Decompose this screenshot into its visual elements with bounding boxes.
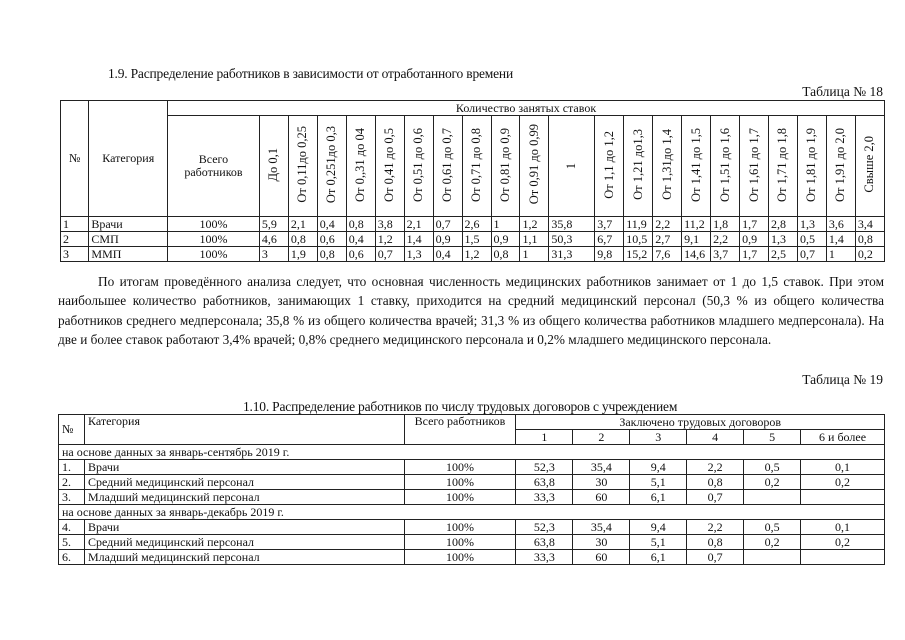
table-18-range-header xyxy=(711,116,740,217)
row-num: 4. xyxy=(59,520,85,535)
row-value: 52,3 xyxy=(516,520,573,535)
row-value: 0,7 xyxy=(797,247,826,262)
row-value: 63,8 xyxy=(516,535,573,550)
row-value: 1,2 xyxy=(375,232,404,247)
row-value: 3,4 xyxy=(855,217,884,232)
row-value: 0,5 xyxy=(797,232,826,247)
table-18-range-header xyxy=(491,116,520,217)
row-value: 0,4 xyxy=(433,247,462,262)
row-value: 10,5 xyxy=(624,232,653,247)
table-18-range-header xyxy=(520,116,549,217)
row-value: 3 xyxy=(259,247,288,262)
table-18-range-label: От 0,251до 0,3 xyxy=(324,125,339,204)
row-value: 2,2 xyxy=(653,217,682,232)
row-value: 0,8 xyxy=(687,475,744,490)
row-value: 2,2 xyxy=(687,460,744,475)
row-num: 2. xyxy=(59,475,85,490)
row-value: 31,3 xyxy=(549,247,595,262)
table-18-range-header xyxy=(288,116,317,217)
analysis-paragraph: По итогам проведённого анализа следует, что основная численность медицинских работников занимает от 1 до 1,5 ставок. При этом наибольшее количество работников, занимающих 1 ставку, приходится на средний медицинский персонал (50,3 % из общего количества работников среднего медперсонала; 35,8 % из общего количества врачей; 31,3 % из общего количества работников младшего медперсонала). На две и более ставок работают 3,4% врачей; 0,8% среднего медицинского персонала и 0,2% младшего медицинского персонала. xyxy=(58,274,884,347)
table-18-range-header xyxy=(797,116,826,217)
row-value: 1,4 xyxy=(826,232,855,247)
table-19-group-header: Заключено трудовых договоров xyxy=(516,415,885,430)
table-group-row xyxy=(59,445,885,460)
row-category: СМП xyxy=(89,232,168,247)
table-18-range-header xyxy=(769,116,798,217)
row-value: 7,6 xyxy=(653,247,682,262)
row-value: 0,7 xyxy=(687,550,744,565)
table-row xyxy=(59,535,885,550)
row-total: 100% xyxy=(404,535,516,550)
row-total: 100% xyxy=(168,247,260,262)
row-value: 50,3 xyxy=(549,232,595,247)
table-18-range-label: От 0,11до 0,25 xyxy=(295,126,310,203)
row-num: 1 xyxy=(61,217,89,232)
row-value: 5,1 xyxy=(630,475,687,490)
table-18-range-label: До 0,1 xyxy=(266,147,281,182)
table-18-range-label: От 1,21 до1,3 xyxy=(630,129,645,200)
table-18-range-header xyxy=(826,116,855,217)
row-value: 0,9 xyxy=(491,232,520,247)
row-value: 0,8 xyxy=(687,535,744,550)
row-category: Врачи xyxy=(89,217,168,232)
table-18-range-label: От 0,41 до 0,5 xyxy=(382,127,397,202)
table-18-range-label: От 0,71 до 0,8 xyxy=(469,127,484,202)
row-value: 3,7 xyxy=(595,217,624,232)
row-value: 0,6 xyxy=(346,247,375,262)
row-value: 33,3 xyxy=(516,490,573,505)
table-row xyxy=(59,520,885,535)
table-18-range-label: Свыше 2,0 xyxy=(862,136,877,193)
row-value: 0,6 xyxy=(317,232,346,247)
table-18-range-label: От 1,91 до 2,0 xyxy=(833,127,848,202)
row-value: 1,2 xyxy=(520,217,549,232)
row-value: 1,2 xyxy=(462,247,491,262)
row-category: Младший медицинский персонал xyxy=(84,550,404,565)
table-18-range-header xyxy=(549,116,595,217)
row-num: 1. xyxy=(59,460,85,475)
row-category: Младший медицинский персонал xyxy=(84,490,404,505)
row-value: 9,4 xyxy=(630,460,687,475)
row-value: 3,6 xyxy=(826,217,855,232)
table-18-range-header xyxy=(404,116,433,217)
row-value: 0,8 xyxy=(346,217,375,232)
row-value: 6,7 xyxy=(595,232,624,247)
row-value: 1,7 xyxy=(740,217,769,232)
row-num: 2 xyxy=(61,232,89,247)
table-19-total-header: Всего работников xyxy=(404,415,516,445)
table-row xyxy=(61,247,885,262)
table-18-range-header xyxy=(740,116,769,217)
table-18-range-label: От 1,1 до 1,2 xyxy=(601,130,616,199)
table-19-col-header: 2 xyxy=(573,430,630,445)
row-value: 2,1 xyxy=(288,217,317,232)
table-18-num-header: № xyxy=(61,101,89,217)
section-title-1-10: 1.10. Распределение работников по числу трудовых договоров с учреждением xyxy=(243,399,678,414)
row-value: 0,7 xyxy=(687,490,744,505)
row-total: 100% xyxy=(404,460,516,475)
row-value: 1,5 xyxy=(462,232,491,247)
row-value: 5,9 xyxy=(259,217,288,232)
row-value: 9,4 xyxy=(630,520,687,535)
row-value: 3,8 xyxy=(375,217,404,232)
table-18-range-label: 1 xyxy=(564,163,579,170)
row-total: 100% xyxy=(404,550,516,565)
table-18-category-header: Категория xyxy=(89,101,168,217)
table-19-col-header: 4 xyxy=(687,430,744,445)
row-value xyxy=(801,490,885,505)
table-18-range-label: От 1,51 до 1,6 xyxy=(717,127,732,202)
table-18-range-header xyxy=(682,116,711,217)
row-total: 100% xyxy=(404,490,516,505)
row-value: 30 xyxy=(573,475,630,490)
row-total: 100% xyxy=(168,217,260,232)
table-18-total-header: Всего работников xyxy=(168,116,260,217)
table-18-range-header xyxy=(346,116,375,217)
table-18-range-label: От 0,91 до 0,99 xyxy=(526,124,541,205)
row-value: 0,2 xyxy=(855,247,884,262)
row-value: 1 xyxy=(826,247,855,262)
row-value: 1,1 xyxy=(520,232,549,247)
table-row xyxy=(59,460,885,475)
row-value: 0,4 xyxy=(317,217,346,232)
table-18-range-label: От 0,,31 до 04 xyxy=(353,127,368,202)
row-category: ММП xyxy=(89,247,168,262)
table-19-col-header: 3 xyxy=(630,430,687,445)
row-value: 1,8 xyxy=(711,217,740,232)
row-value: 9,8 xyxy=(595,247,624,262)
row-value: 2,7 xyxy=(653,232,682,247)
row-num: 3 xyxy=(61,247,89,262)
row-value: 0,2 xyxy=(801,535,885,550)
row-value: 1,9 xyxy=(288,247,317,262)
row-value: 0,8 xyxy=(288,232,317,247)
row-value: 15,2 xyxy=(624,247,653,262)
row-value: 1 xyxy=(520,247,549,262)
row-value: 0,8 xyxy=(491,247,520,262)
table-19-col-header: 1 xyxy=(516,430,573,445)
row-value: 1 xyxy=(491,217,520,232)
row-num: 3. xyxy=(59,490,85,505)
row-value: 0,9 xyxy=(740,232,769,247)
row-value: 1,3 xyxy=(404,247,433,262)
row-value: 63,8 xyxy=(516,475,573,490)
table-18-range-label: От 1,71 до 1,8 xyxy=(775,127,790,202)
row-value: 0,1 xyxy=(801,520,885,535)
row-value: 0,7 xyxy=(375,247,404,262)
table-18-range-label: От 1,81 до 1,9 xyxy=(804,127,819,202)
row-value: 2,6 xyxy=(462,217,491,232)
row-value: 4,6 xyxy=(259,232,288,247)
table-18-range-header xyxy=(433,116,462,217)
table-row xyxy=(59,475,885,490)
row-value: 0,2 xyxy=(801,475,885,490)
row-value: 1,3 xyxy=(769,232,798,247)
row-value: 11,2 xyxy=(682,217,711,232)
row-value: 2,1 xyxy=(404,217,433,232)
row-value: 30 xyxy=(573,535,630,550)
row-value: 0,9 xyxy=(433,232,462,247)
row-value: 0,8 xyxy=(855,232,884,247)
row-num: 6. xyxy=(59,550,85,565)
table-19-num-header: № xyxy=(59,415,85,445)
row-category: Врачи xyxy=(84,520,404,535)
row-value: 0,2 xyxy=(744,535,801,550)
row-value: 1,3 xyxy=(797,217,826,232)
row-value: 60 xyxy=(573,490,630,505)
row-value: 33,3 xyxy=(516,550,573,565)
section-title-1-9: 1.9. Распределение работников в зависимости от отработанного времени xyxy=(108,66,513,81)
row-category: Средний медицинский персонал xyxy=(84,475,404,490)
table-19-col-header: 6 и более xyxy=(801,430,885,445)
row-total: 100% xyxy=(404,475,516,490)
row-value xyxy=(801,550,885,565)
row-total: 100% xyxy=(168,232,260,247)
table-18-range-header xyxy=(595,116,624,217)
table-18-group-header: Количество занятых ставок xyxy=(168,101,885,116)
table-18-range-header xyxy=(375,116,404,217)
row-total: 100% xyxy=(404,520,516,535)
table-18 xyxy=(60,100,885,262)
row-value xyxy=(744,490,801,505)
row-num: 5. xyxy=(59,535,85,550)
row-value: 0,5 xyxy=(744,520,801,535)
row-value: 1,4 xyxy=(404,232,433,247)
row-value: 1,7 xyxy=(740,247,769,262)
table-18-range-label: От 0,51 до 0,6 xyxy=(411,127,426,202)
row-value: 14,6 xyxy=(682,247,711,262)
row-value: 2,5 xyxy=(769,247,798,262)
table-18-range-label: От 1,31до 1,4 xyxy=(659,129,674,200)
row-value: 6,1 xyxy=(630,490,687,505)
table-row xyxy=(59,550,885,565)
row-value: 2,8 xyxy=(769,217,798,232)
row-value: 35,4 xyxy=(573,520,630,535)
table-19-col-header: 5 xyxy=(744,430,801,445)
row-value: 2,2 xyxy=(687,520,744,535)
row-value: 0,2 xyxy=(744,475,801,490)
row-value: 2,2 xyxy=(711,232,740,247)
row-category: Средний медицинский персонал xyxy=(84,535,404,550)
row-value: 52,3 xyxy=(516,460,573,475)
row-value: 0,8 xyxy=(317,247,346,262)
row-value: 35,8 xyxy=(549,217,595,232)
table-19-caption: Таблица № 19 xyxy=(802,372,883,387)
row-value: 6,1 xyxy=(630,550,687,565)
row-value: 5,1 xyxy=(630,535,687,550)
table-19-category-header: Категория xyxy=(84,415,404,445)
row-category: Врачи xyxy=(84,460,404,475)
table-19 xyxy=(58,414,885,565)
table-row xyxy=(59,490,885,505)
table-group-row xyxy=(59,505,885,520)
table-group-label: на основе данных за январь-декабрь 2019 г. xyxy=(59,505,885,520)
table-18-range-header xyxy=(855,116,884,217)
table-18-range-header xyxy=(462,116,491,217)
row-value: 0,7 xyxy=(433,217,462,232)
table-18-range-header xyxy=(259,116,288,217)
table-row xyxy=(61,217,885,232)
table-18-range-label: От 1,41 до 1,5 xyxy=(688,127,703,202)
table-18-range-label: От 1,61 до 1,7 xyxy=(746,127,761,202)
table-group-label: на основе данных за январь-сентябрь 2019 г. xyxy=(59,445,885,460)
row-value: 3,7 xyxy=(711,247,740,262)
row-value: 35,4 xyxy=(573,460,630,475)
row-value: 11,9 xyxy=(624,217,653,232)
row-value: 0,1 xyxy=(801,460,885,475)
row-value: 0,4 xyxy=(346,232,375,247)
table-18-range-header xyxy=(653,116,682,217)
row-value: 0,5 xyxy=(744,460,801,475)
table-18-range-label: От 0,61 до 0,7 xyxy=(440,127,455,202)
row-value xyxy=(744,550,801,565)
row-value: 60 xyxy=(573,550,630,565)
table-18-range-header xyxy=(317,116,346,217)
row-value: 9,1 xyxy=(682,232,711,247)
table-18-caption: Таблица № 18 xyxy=(802,84,883,99)
table-18-range-header xyxy=(624,116,653,217)
table-row xyxy=(61,232,885,247)
table-18-range-label: От 0,81 до 0,9 xyxy=(497,127,512,202)
